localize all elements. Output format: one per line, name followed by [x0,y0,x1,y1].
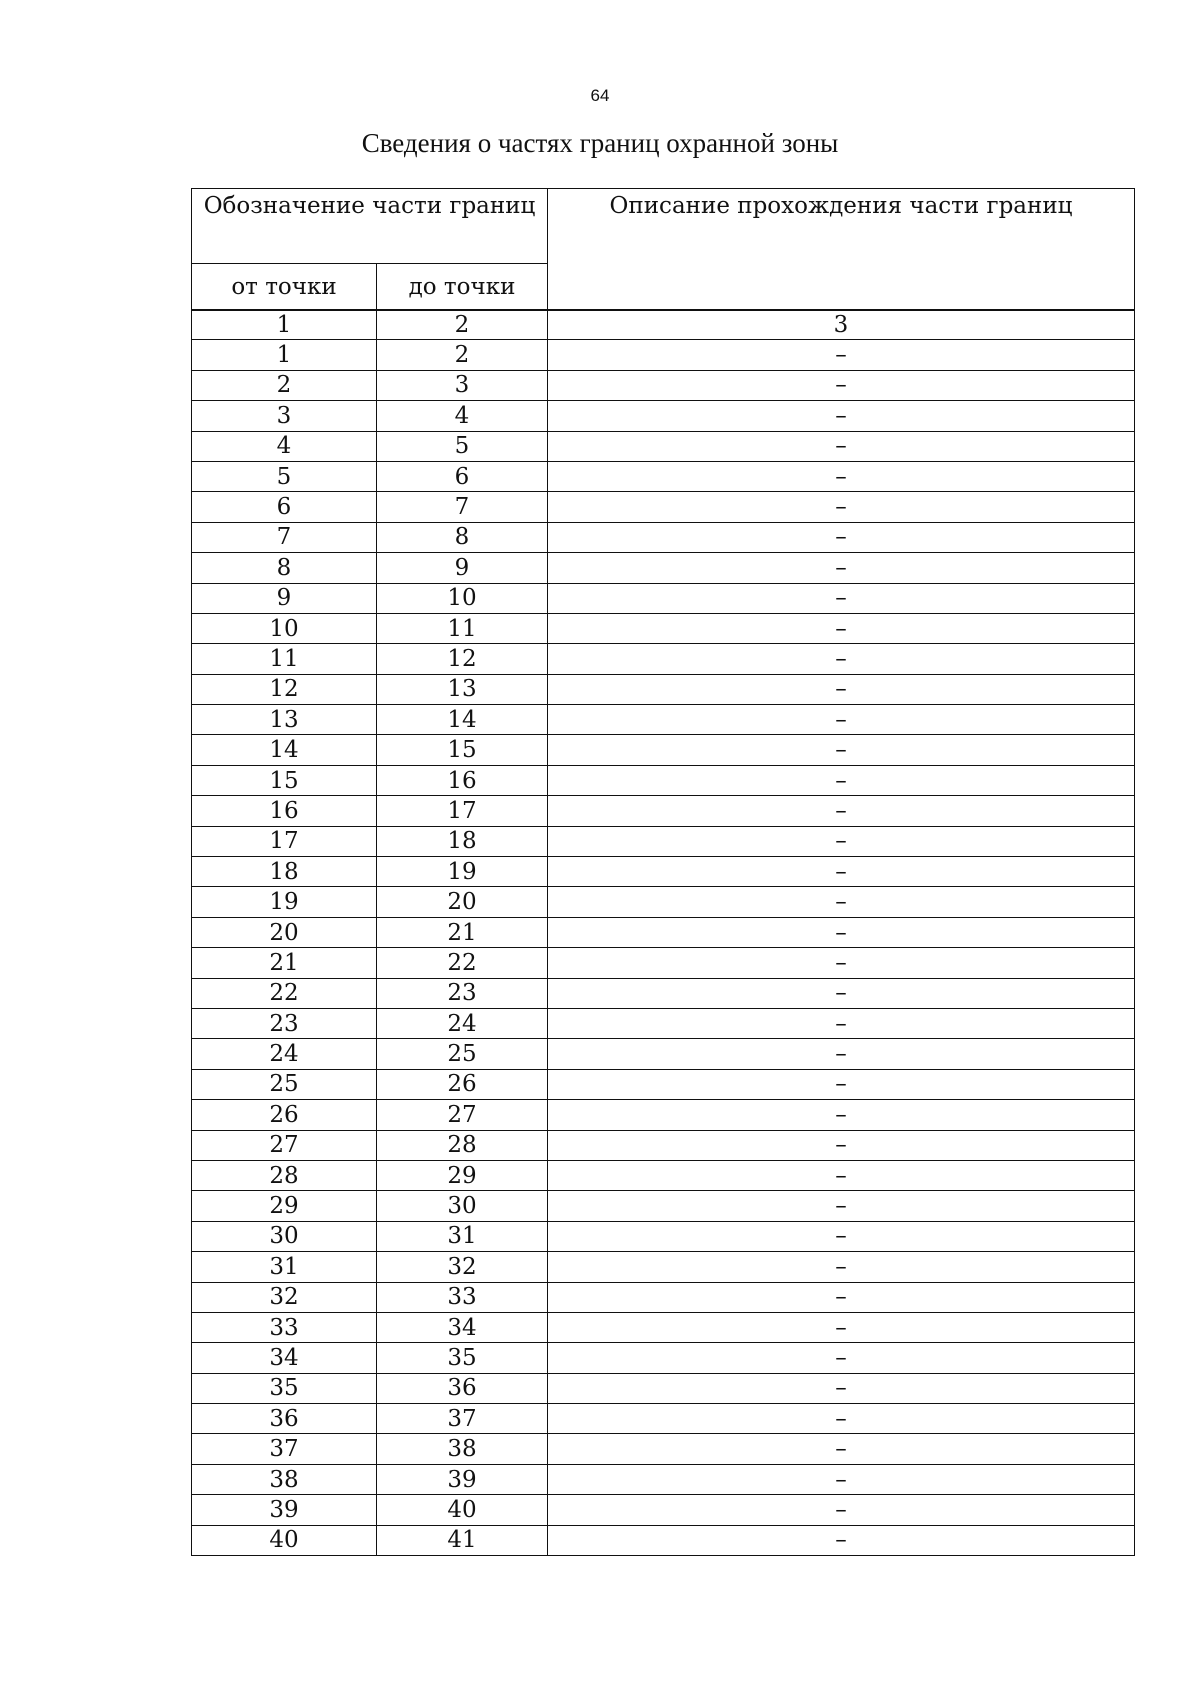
description-cell: – [548,1373,1135,1403]
description-cell: – [548,1191,1135,1221]
table-row [192,461,1135,491]
from-point-cell: 11 [192,644,377,674]
from-point-cell: 40 [192,1525,377,1555]
table-row [192,1100,1135,1130]
from-point-cell: 6 [192,492,377,522]
description-cell: – [548,613,1135,643]
to-point-cell: 38 [377,1434,548,1464]
table-row [192,1069,1135,1099]
from-point-cell: 38 [192,1464,377,1494]
from-point-cell: 4 [192,431,377,461]
description-cell: – [548,1282,1135,1312]
description-cell: – [548,1221,1135,1251]
description-cell: – [548,917,1135,947]
description-cell: – [548,887,1135,917]
to-point-cell: 15 [377,735,548,765]
to-point-cell: 13 [377,674,548,704]
table-row [192,1312,1135,1342]
description-cell: – [548,796,1135,826]
header-boundary-designation: Обозначение части границ [192,189,548,264]
to-point-cell: 4 [377,401,548,431]
table-row [192,340,1135,370]
table-row [192,978,1135,1008]
to-point-cell: 3 [377,370,548,400]
from-point-cell: 30 [192,1221,377,1251]
table-row [192,370,1135,400]
table-row [192,1404,1135,1434]
table-row [192,1343,1135,1373]
description-cell: – [548,1100,1135,1130]
description-cell: – [548,1312,1135,1342]
description-cell: – [548,1160,1135,1190]
description-cell: – [548,401,1135,431]
description-cell: – [548,1252,1135,1282]
to-point-cell: 19 [377,857,548,887]
to-point-cell: 23 [377,978,548,1008]
description-cell: – [548,1495,1135,1525]
table-row [192,857,1135,887]
header-boundary-description: Описание прохождения части границ [548,189,1135,311]
from-point-cell: 15 [192,765,377,795]
description-cell: – [548,492,1135,522]
description-cell: – [548,948,1135,978]
from-point-cell: 13 [192,705,377,735]
to-point-cell: 37 [377,1404,548,1434]
to-point-cell: 20 [377,887,548,917]
from-point-cell: 5 [192,461,377,491]
from-point-cell: 3 [192,401,377,431]
description-cell: – [548,1343,1135,1373]
table-row [192,1282,1135,1312]
from-point-cell: 12 [192,674,377,704]
from-point-cell: 29 [192,1191,377,1221]
to-point-cell: 11 [377,613,548,643]
from-point-cell: 19 [192,887,377,917]
table-row [192,1130,1135,1160]
description-cell: – [548,1069,1135,1099]
to-point-cell: 22 [377,948,548,978]
header-from-point: от точки [192,264,377,311]
from-point-cell: 39 [192,1495,377,1525]
description-cell: – [548,1130,1135,1160]
from-point-cell: 16 [192,796,377,826]
from-point-cell: 31 [192,1252,377,1282]
from-point-cell: 1 [192,340,377,370]
description-cell: – [548,705,1135,735]
to-point-cell: 7 [377,492,548,522]
description-cell: – [548,461,1135,491]
from-point-cell: 27 [192,1130,377,1160]
description-cell: – [548,1464,1135,1494]
to-point-cell: 8 [377,522,548,552]
from-point-cell: 14 [192,735,377,765]
column-number-3: 3 [548,310,1135,340]
from-point-cell: 32 [192,1282,377,1312]
to-point-cell: 12 [377,644,548,674]
from-point-cell: 36 [192,1404,377,1434]
description-cell: – [548,340,1135,370]
to-point-cell: 9 [377,553,548,583]
to-point-cell: 24 [377,1008,548,1038]
table-row [192,644,1135,674]
table-row [192,826,1135,856]
to-point-cell: 17 [377,796,548,826]
to-point-cell: 40 [377,1495,548,1525]
table-body [192,310,1135,1556]
from-point-cell: 25 [192,1069,377,1099]
to-point-cell: 29 [377,1160,548,1190]
to-point-cell: 16 [377,765,548,795]
description-cell: – [548,857,1135,887]
description-cell: – [548,1404,1135,1434]
from-point-cell: 2 [192,370,377,400]
description-cell: – [548,1039,1135,1069]
to-point-cell: 41 [377,1525,548,1555]
to-point-cell: 25 [377,1039,548,1069]
from-point-cell: 9 [192,583,377,613]
table-row [192,431,1135,461]
description-cell: – [548,553,1135,583]
to-point-cell: 34 [377,1312,548,1342]
table-row [192,1373,1135,1403]
table-row [192,1221,1135,1251]
description-cell: – [548,644,1135,674]
column-number-row [192,310,1135,340]
to-point-cell: 27 [377,1100,548,1130]
from-point-cell: 21 [192,948,377,978]
from-point-cell: 8 [192,553,377,583]
column-number-1: 1 [192,310,377,340]
to-point-cell: 31 [377,1221,548,1251]
from-point-cell: 22 [192,978,377,1008]
table-row [192,522,1135,552]
to-point-cell: 39 [377,1464,548,1494]
description-cell: – [548,674,1135,704]
to-point-cell: 35 [377,1343,548,1373]
table-row [192,1160,1135,1190]
from-point-cell: 24 [192,1039,377,1069]
to-point-cell: 14 [377,705,548,735]
table-row [192,887,1135,917]
from-point-cell: 37 [192,1434,377,1464]
table-row [192,401,1135,431]
description-cell: – [548,431,1135,461]
table-row [192,765,1135,795]
table-row [192,1039,1135,1069]
table-row [192,917,1135,947]
header-to-point: до точки [377,264,548,311]
table-row [192,1495,1135,1525]
to-point-cell: 6 [377,461,548,491]
description-cell: – [548,1434,1135,1464]
to-point-cell: 30 [377,1191,548,1221]
to-point-cell: 36 [377,1373,548,1403]
table-row [192,735,1135,765]
table-row [192,705,1135,735]
table-row [192,674,1135,704]
table-row [192,1191,1135,1221]
description-cell: – [548,1008,1135,1038]
table-row [192,1525,1135,1555]
to-point-cell: 18 [377,826,548,856]
table-row [192,613,1135,643]
to-point-cell: 26 [377,1069,548,1099]
page-number: 64 [590,86,610,105]
table-row [192,1008,1135,1038]
table-row [192,948,1135,978]
to-point-cell: 10 [377,583,548,613]
from-point-cell: 18 [192,857,377,887]
column-number-2: 2 [377,310,548,340]
table-row [192,796,1135,826]
description-cell: – [548,735,1135,765]
from-point-cell: 20 [192,917,377,947]
to-point-cell: 21 [377,917,548,947]
to-point-cell: 32 [377,1252,548,1282]
table-row [192,492,1135,522]
boundary-parts-table [191,309,1135,1556]
table-row [192,1434,1135,1464]
from-point-cell: 10 [192,613,377,643]
to-point-cell: 5 [377,431,548,461]
table-row [192,1464,1135,1494]
description-cell: – [548,370,1135,400]
to-point-cell: 33 [377,1282,548,1312]
description-cell: – [548,1525,1135,1555]
from-point-cell: 17 [192,826,377,856]
from-point-cell: 7 [192,522,377,552]
to-point-cell: 28 [377,1130,548,1160]
description-cell: – [548,522,1135,552]
from-point-cell: 28 [192,1160,377,1190]
from-point-cell: 23 [192,1008,377,1038]
from-point-cell: 33 [192,1312,377,1342]
description-cell: – [548,826,1135,856]
description-cell: – [548,583,1135,613]
table-header [191,188,1135,311]
from-point-cell: 34 [192,1343,377,1373]
to-point-cell: 2 [377,340,548,370]
description-cell: – [548,765,1135,795]
from-point-cell: 35 [192,1373,377,1403]
table-row [192,1252,1135,1282]
table-row [192,553,1135,583]
from-point-cell: 26 [192,1100,377,1130]
document-title: Сведения о частях границ охранной зоны [361,128,839,158]
table-row [192,583,1135,613]
description-cell: – [548,978,1135,1008]
